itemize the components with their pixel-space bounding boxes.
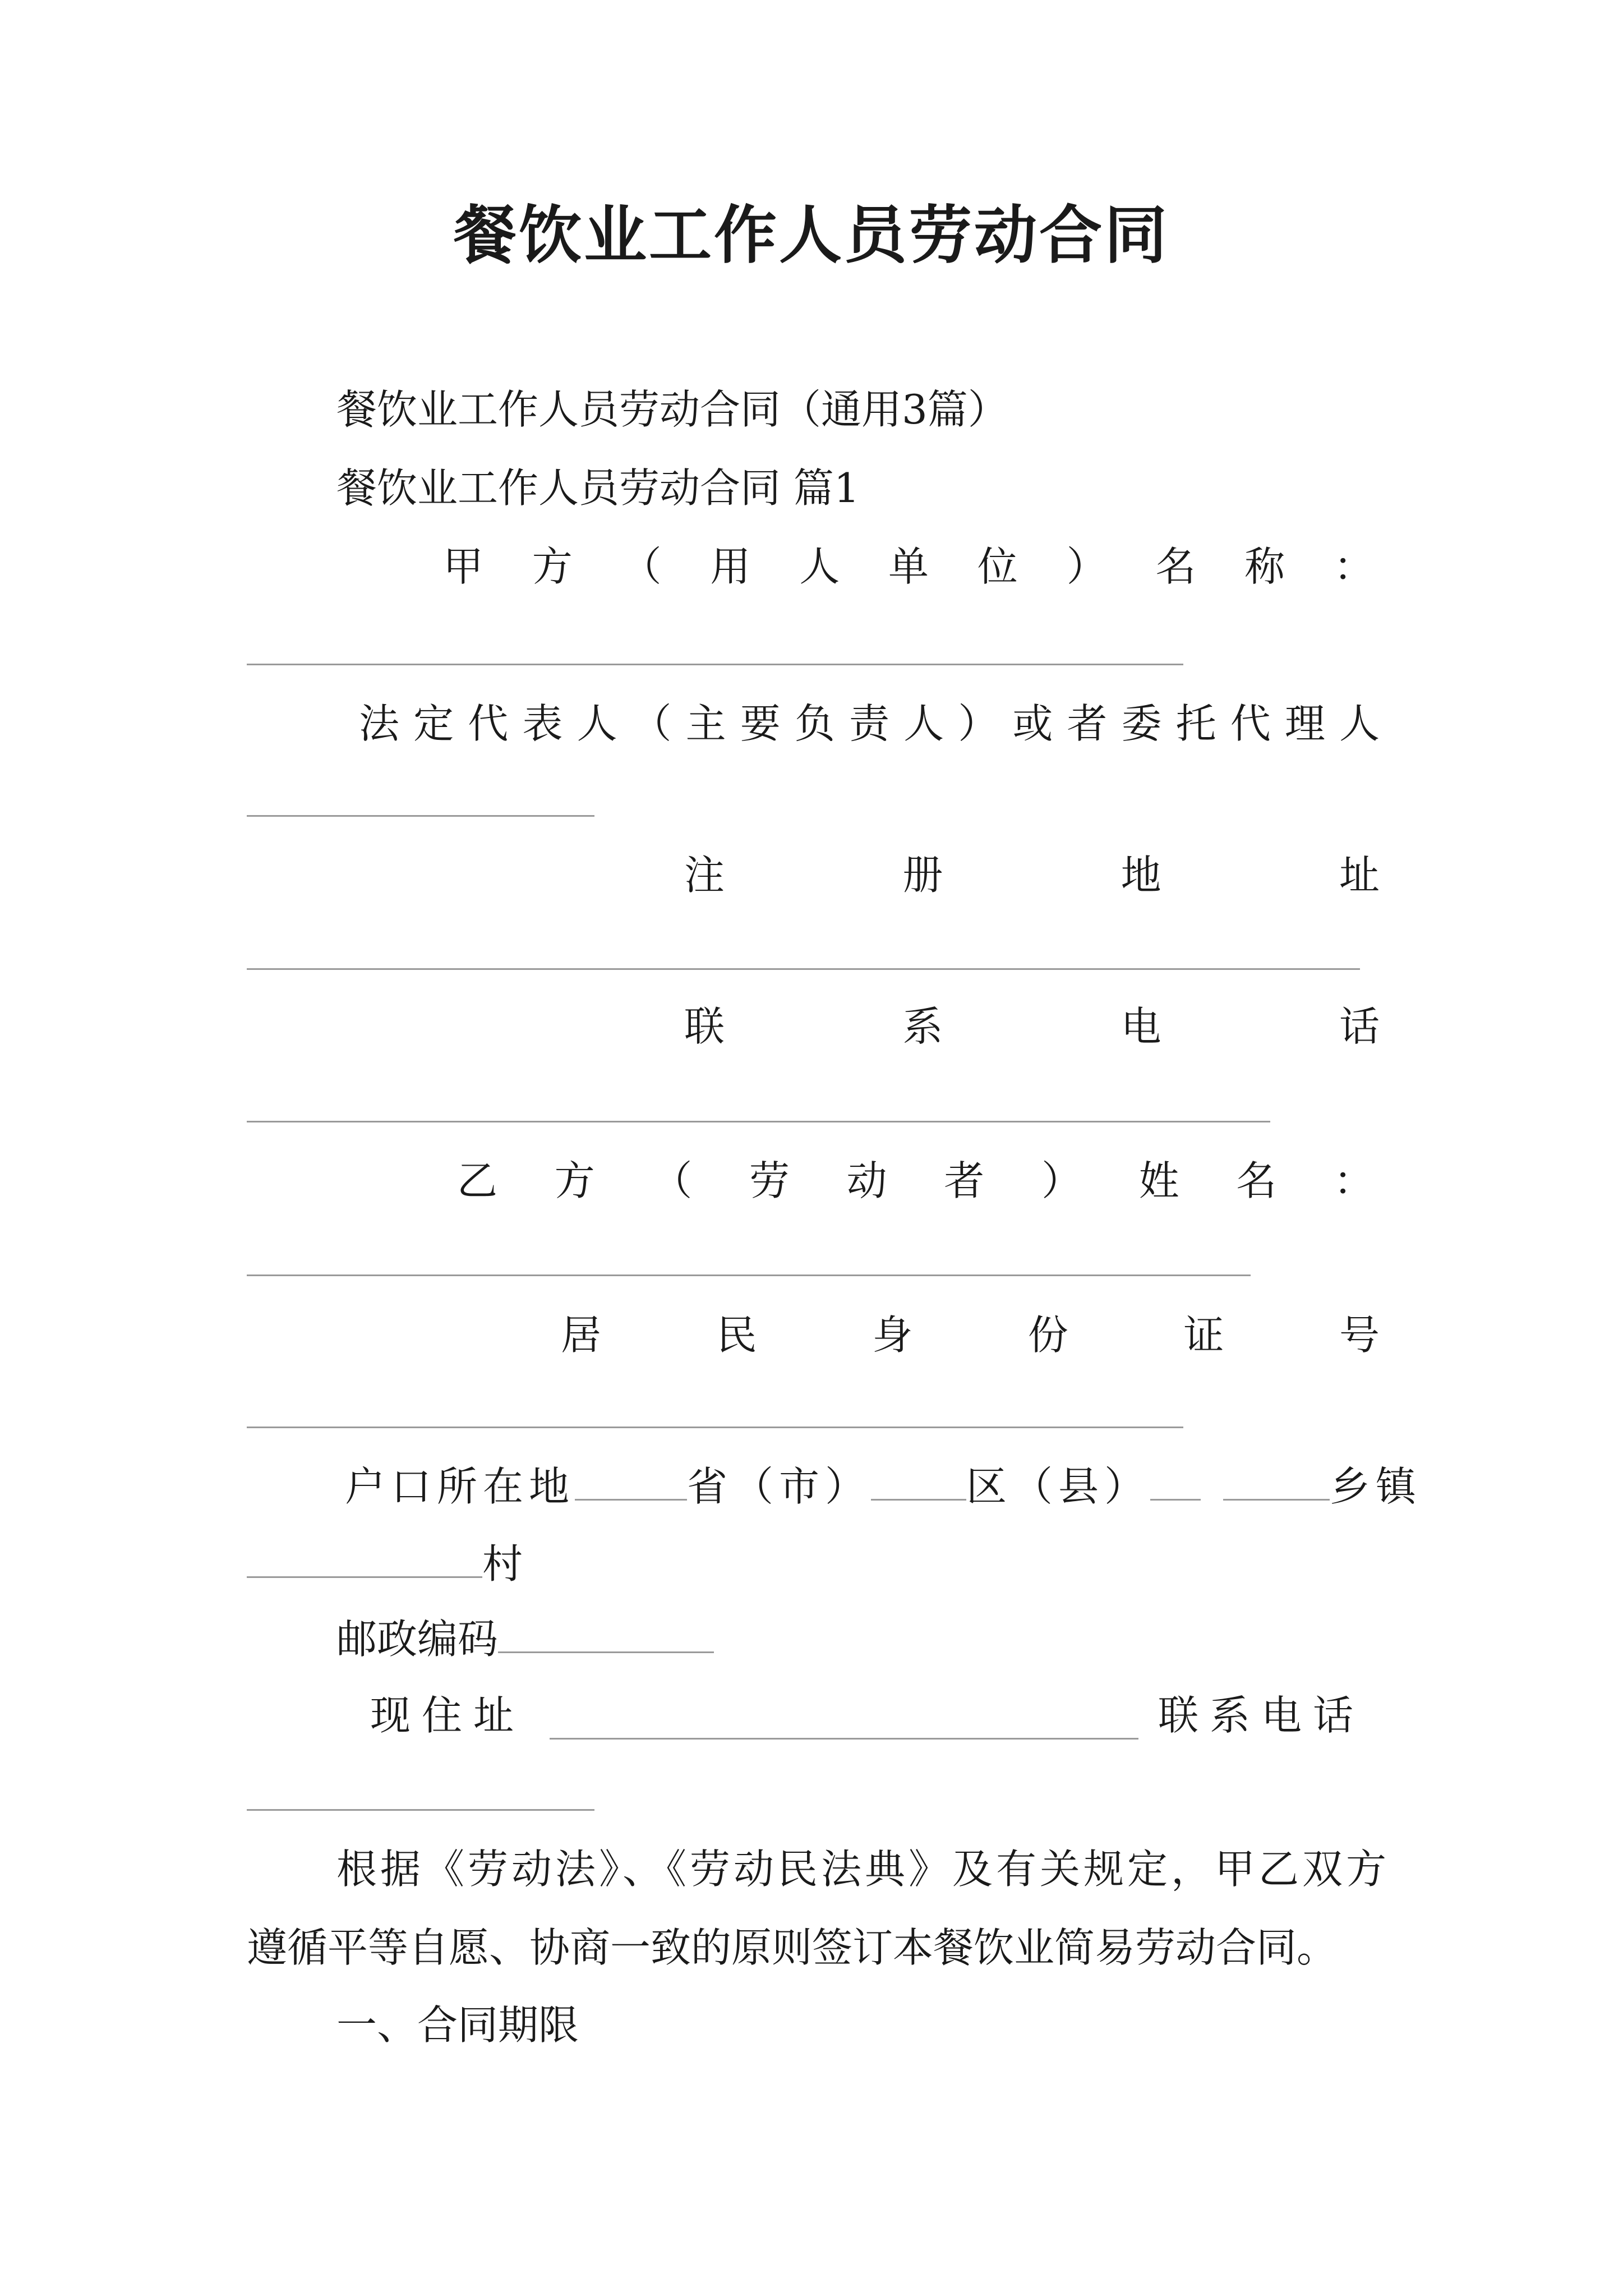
party-b-name-label: 乙 方 （ 劳 动 者 ） 姓 名 ： [457,1157,1374,1204]
subtitle-general: 餐饮业工作人员劳动合同（通用3篇） [336,386,1008,433]
party-a-name-blank[interactable] [247,664,1183,665]
legal-rep-label: 法 定 代 表 人 （ 主 要 负 责 人 ） 或 者 委 托 代 理 人 [359,700,1380,747]
party-b-name-blank[interactable] [247,1274,1251,1276]
hukou-line-2: 村 [247,1536,523,1592]
hukou-district-blank[interactable] [871,1460,966,1501]
basis-paragraph-line-1: 根据《劳动法》、《劳动民法典》及有关规定，甲乙双方 [336,1846,1390,1893]
id-number-label: 居 民 身 份 证 号 [561,1312,1380,1359]
postal-code-line: 邮政编码 [336,1611,714,1667]
reg-address-blank[interactable] [247,968,1360,970]
phone-label: 联 系 电 话 [684,1003,1380,1050]
reg-address-label: 注 册 地 址 [684,852,1380,899]
legal-rep-blank[interactable] [247,815,594,817]
postal-code-blank[interactable] [498,1612,714,1653]
current-phone-blank[interactable] [247,1809,594,1811]
party-a-name-label: 甲 方 （ 用 人 单 位 ） 名 称 ： [443,543,1374,590]
document-title: 餐饮业工作人员劳动合同 [454,199,1169,272]
current-address-blank[interactable] [550,1738,1138,1740]
phone-blank[interactable] [247,1121,1270,1122]
current-address-label: 现住址 [370,1692,525,1739]
hukou-town-blank-b[interactable] [1223,1460,1330,1501]
id-number-blank[interactable] [247,1427,1183,1428]
hukou-line-1: 户口所在地 省（市） 区（县） 乡镇 [345,1458,1422,1515]
hukou-province-blank[interactable] [575,1460,687,1501]
hukou-village-blank[interactable] [247,1537,482,1578]
basis-paragraph-line-2: 遵循平等自愿、协商一致的原则签订本餐饮业简易劳动合同。 [247,1924,1338,1971]
section-1-heading: 一、合同期限 [336,2001,579,2049]
current-phone-label: 联系电话 [1158,1692,1365,1739]
hukou-town-blank-a[interactable] [1150,1460,1201,1501]
subtitle-part: 餐饮业工作人员劳动合同 篇1 [336,464,860,512]
